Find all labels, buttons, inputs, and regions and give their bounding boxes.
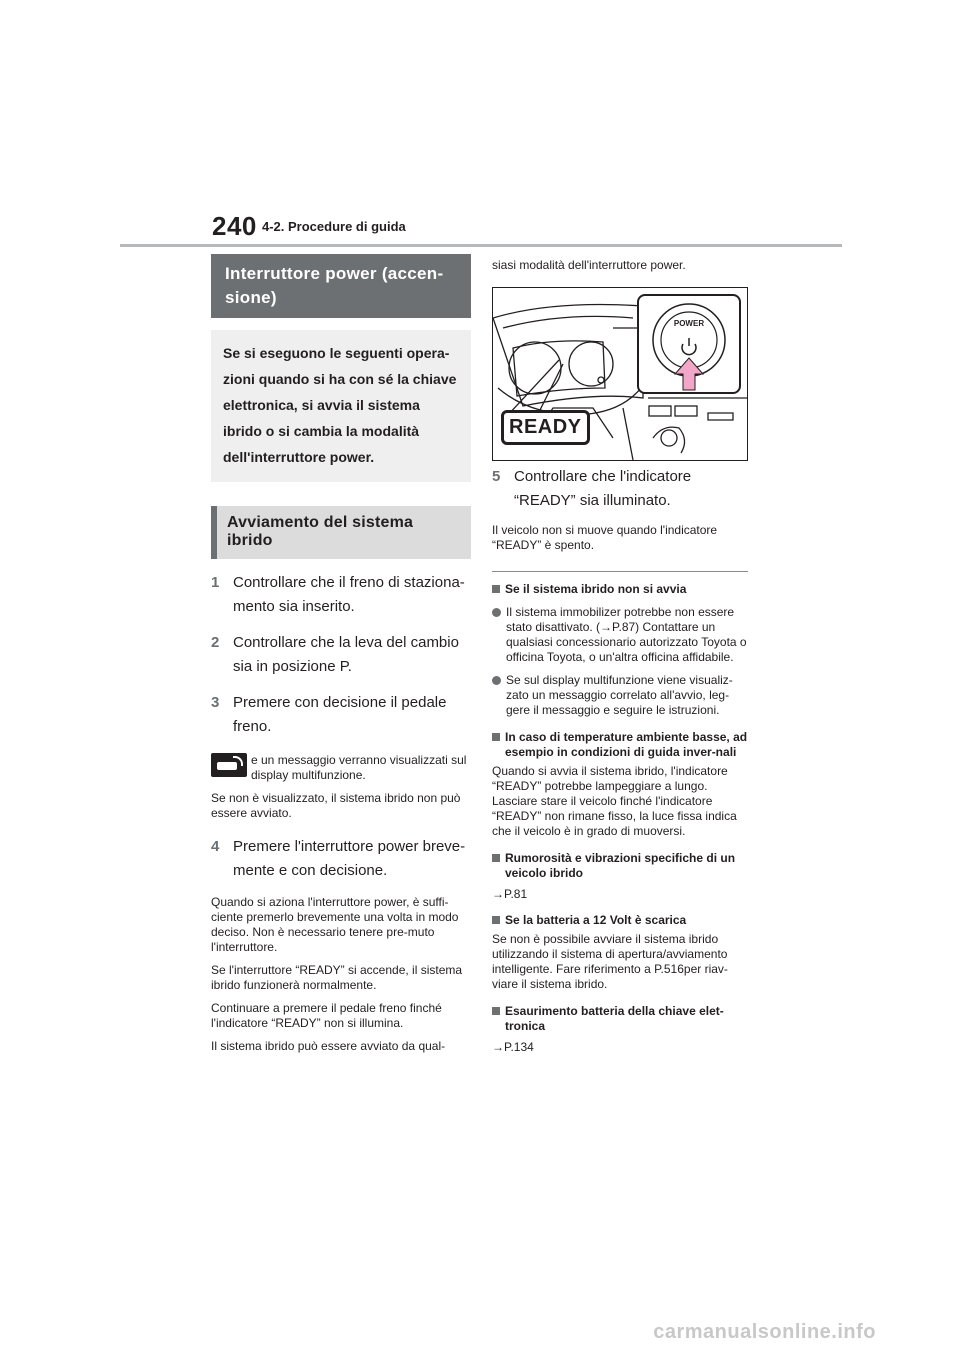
step-2 — [211, 631, 471, 679]
intro-box: Se si eseguono le seguenti opera-zioni quando si ha con sé la chiave elettronica, si avvia il sistema ibrido o si cambia la modalità dell'interruttore power. — [211, 330, 471, 482]
note-heading: Rumorosità e vibrazioni specifiche di un veicolo ibrido — [492, 851, 750, 881]
step-1 — [211, 571, 471, 619]
watermark: carmanualsonline.info — [653, 1321, 876, 1343]
step-3 — [211, 691, 471, 739]
note-heading: In caso di temperature ambiente basse, ad esempio in condizioni di guida inver-nali — [492, 730, 750, 760]
notes-divider — [492, 571, 748, 572]
note-bullet: Il sistema immobilizer potrebbe non essere stato disattivato. (→P.87) Contattare un qualsiasi concessionario autorizzato Toyota o officina Toyota, o un'altra officina affidabile. — [492, 605, 750, 665]
section-heading: Interruttore power (accen-sione) — [211, 254, 471, 318]
step-text: Controllare che il freno di staziona-mento sia inserito. — [233, 574, 465, 615]
smart-key-indicator-icon — [211, 753, 247, 777]
note-bullet: Se sul display multifunzione viene visualiz-zato un messaggio correlato all'avvio, leg-gere il messaggio e seguire le istruzioni. — [492, 673, 750, 718]
step-text: Controllare che l'indicatore “READY” sia illuminato. — [514, 468, 692, 509]
step-5 — [492, 465, 750, 513]
indicator-note — [211, 753, 471, 783]
ready-indicator-label: READY — [501, 410, 590, 445]
step-5-note: Il veicolo non si muove quando l'indicatore “READY” è spento. — [492, 523, 718, 552]
note-heading: Esaurimento batteria della chiave elet-tronica — [492, 1004, 750, 1034]
paragraph: Il sistema ibrido può essere avviato da qual- — [211, 1039, 446, 1053]
note-text: Quando si avvia il sistema ibrido, l'indicatore “READY” potrebbe lampeggiare a lungo. Lasciare stare il veicolo finché l'indicatore “READY” non rimane fisso, la luce fissa indica che il veicolo è in grado di muoversi. — [492, 764, 737, 838]
paragraph: Quando si aziona l'interruttore power, è suffi-ciente premerlo brevemente una volta in modo deciso. Non è necessario tenere pre-muto l'interruttore. — [211, 895, 459, 954]
paragraph: Continuare a premere il pedale freno finché l'indicatore “READY” non si illumina. — [211, 1001, 442, 1030]
step-text: Premere con decisione il pedale freno. — [233, 694, 447, 735]
step-4 — [211, 835, 471, 883]
not-shown-note: Se non è visualizzato, il sistema ibrido non può essere avviato. — [211, 791, 461, 820]
step-number: 1 — [211, 574, 220, 591]
step-number: 2 — [211, 634, 220, 651]
left-column — [211, 254, 471, 1054]
power-button-inset — [637, 294, 741, 394]
power-button-label: POWER — [673, 319, 705, 328]
note-text: Se non è possibile avviare il sistema ibrido utilizzando il sistema di apertura/avviamento intelligente. Fare riferimento a P.516per riav-viare il sistema ibrido. — [492, 932, 728, 991]
step-text: Premere l'interruttore power breve-mente e con decisione. — [233, 838, 466, 879]
page-reference: →P.134 — [492, 1040, 534, 1054]
step-number: 3 — [211, 694, 220, 711]
section-title: 4-2. Procedure di guida — [262, 219, 406, 234]
paragraph: Se l'interruttore “READY” si accende, il sistema ibrido funzionerà normalmente. — [211, 963, 463, 992]
subheading: Avviamento del sistema ibrido — [211, 506, 471, 559]
note-heading: Se il sistema ibrido non si avvia — [492, 582, 750, 597]
dashboard-illustration — [492, 287, 748, 461]
note-heading: Se la batteria a 12 Volt è scarica — [492, 913, 750, 928]
step-text: Controllare che la leva del cambio sia in posizione P. — [233, 634, 459, 675]
header-rule — [120, 244, 842, 247]
page-reference: →P.81 — [492, 887, 528, 901]
continuation-text: siasi modalità dell'interruttore power. — [492, 258, 686, 272]
page-number: 240 — [212, 211, 257, 241]
step-number: 5 — [492, 468, 501, 485]
right-column — [492, 254, 750, 1054]
indicator-note-text: e un messaggio verranno visualizzati sul display multifunzione. — [251, 753, 467, 782]
step-number: 4 — [211, 838, 220, 855]
power-button-drawing — [639, 296, 739, 392]
